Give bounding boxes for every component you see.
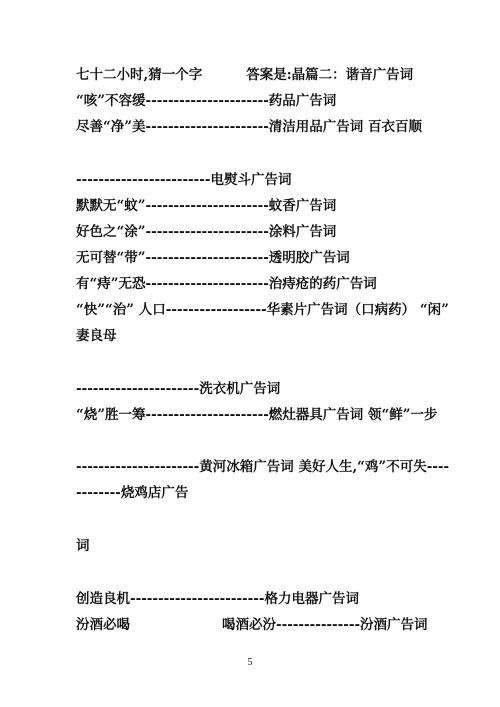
text-line-9: “快”“治” 人口------------------华素片广告词（口病药） “闲” (76, 302, 449, 318)
slogan-text: 汾酒必喝 (76, 617, 130, 633)
text-line-11: ----------------------洗衣机广告词 (76, 381, 281, 397)
text-line-15: 词 (76, 538, 90, 554)
text-line-5: 默默无“蚊”----------------------蚊香广告词 (76, 198, 337, 214)
answer-text: 答案是:晶篇二：谐音广告词 (246, 67, 414, 83)
text-line-4: ------------------------电熨斗广告词 (76, 172, 292, 188)
text-line-10: 妻良母 (76, 328, 117, 344)
text-line-2: “咳”不容缓----------------------药品广告词 (76, 93, 337, 109)
text-line-6: 好色之“涂”----------------------涂料广告词 (76, 224, 337, 240)
text-line-3: 尽善“净”美----------------------清洁用品广告词 百衣百顺 (76, 119, 422, 135)
text-line-7: 无可替“带”----------------------透明胶广告词 (76, 250, 350, 266)
riddle-text: 七十二小时,猜一个字 (76, 67, 203, 83)
text-line-12: “烧”胜一筹----------------------燃灶器具广告词 领“鲜”一步 (76, 407, 438, 423)
text-line-1 (76, 66, 413, 84)
text-line-13: ----------------------黄河冰箱广告词 美好人生,“鸡”不可失---- (76, 459, 450, 475)
text-line-17 (76, 616, 428, 634)
slogan-text-2: 喝酒必汾---------------汾酒广告词 (222, 617, 428, 633)
page-number: 5 (247, 657, 253, 668)
text-line-14: --------烧鸡店广告 (76, 485, 189, 501)
text-line-16: 创造良机------------------------格力电器广告词 (76, 591, 359, 607)
text-line-8: 有“痔”无恐----------------------治痔疮的药广告词 (76, 276, 377, 292)
